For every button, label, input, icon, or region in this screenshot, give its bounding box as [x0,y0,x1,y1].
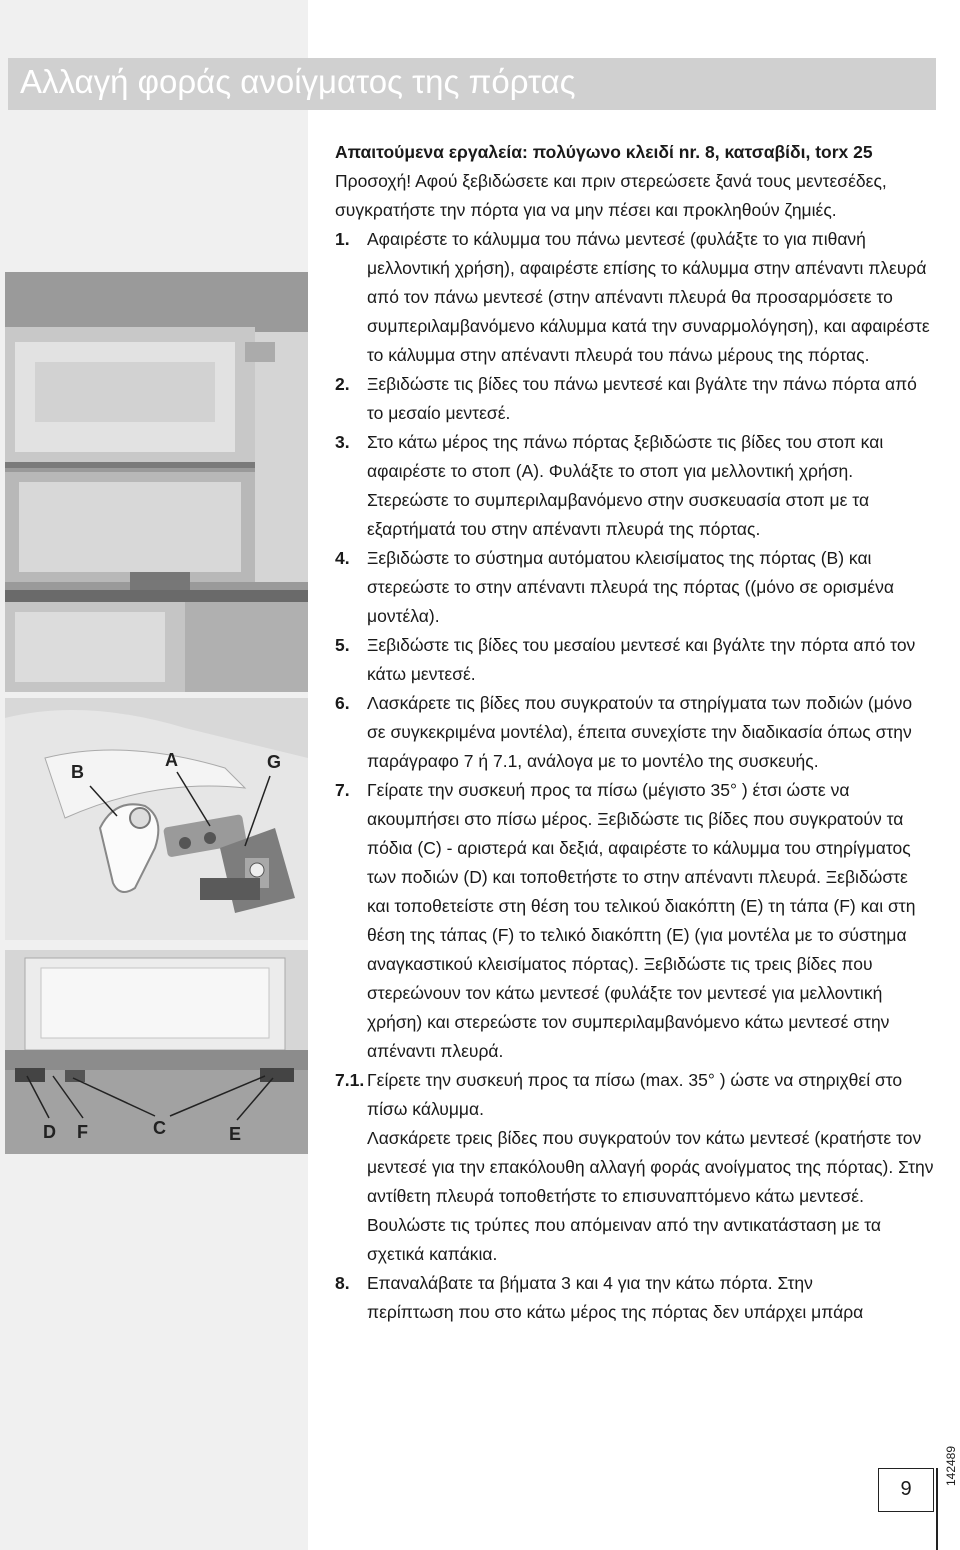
label-f: F [77,1122,88,1142]
label-c: C [153,1118,166,1138]
step-text: Γείρετε την συσκευή προς τα πίσω (max. 35° ) ώστε να στηριχθεί στο πίσω κάλυμμα. [367,1070,903,1119]
step-text: Λασκάρετε τις βίδες που συγκρατούν τα στηρίγματα των ποδιών (μόνο σε συγκεκριμένα μοντέλα), έπειτα συνεχίστε την διαδικασία όπως στην παράγραφο 7 ή 7.1, ανάλογα με το μοντέλο της συσκευής. [367,693,913,771]
step-number: 6. [335,693,350,713]
step-6 [335,689,935,776]
step-number: 5. [335,635,350,655]
instructions [335,138,935,1327]
warning-text: Προσοχή! Αφού ξεβιδώσετε και πριν στερεώσετε ξανά τους μεντεσέδες, συγκρατήστε την πόρτα για να μην πέσει και προκληθούν ζημιές. [335,171,887,220]
step-number: 7.1. [335,1070,365,1090]
label-e: E [229,1124,242,1144]
document-number: 142489 [944,1445,958,1487]
step-number: 4. [335,548,350,568]
page-title: Αλλαγή φοράς ανοίγματος της πόρτας [20,63,576,100]
step-3 [335,428,935,544]
step-text-last-line: περίπτωση που στο κάτω μέρος της πόρτας δεν υπάρχει μπάρα [367,1302,864,1322]
label-d: D [43,1122,56,1142]
step-7-1 [335,1066,935,1269]
step-5 [335,631,935,689]
tools-line: Απαιτούμενα εργαλεία: πολύγωνο κλειδί nr. 8, κατσαβίδι, torx 25 [335,142,873,162]
step-text: Ξεβιδώστε τις βίδες του πάνω μεντεσέ και βγάλτε την πάνω πόρτα από το μεσαίο μεντεσέ. [367,374,917,423]
page-number-box [878,1468,934,1512]
label-g: G [267,752,282,772]
step-text: Επαναλάβατε τα βήματα 3 και 4 για την κάτω πόρτα. Στην [367,1273,813,1293]
page-rule [936,1468,938,1550]
step-8 [335,1269,935,1327]
step-number: 8. [335,1273,350,1293]
page-number: 9 [900,1478,912,1500]
step-number: 7. [335,780,350,800]
step-4 [335,544,935,631]
step-2 [335,370,935,428]
label-b: B [71,762,84,782]
step-text: Γείρατε την συσκευή προς τα πίσω (μέγιστο 35° ) έτσι ώστε να ακουμπήσει στο πίσω μέρος. Ξεβιδώστε τις βίδες που συγκρατούν τα πόδια (C) - αριστερά και δεξιά, αφαιρέστε το κάλυμμα του στηρίγματος των ποδιών (D) και τοποθετήστε το στην απέναντι πλευρά. Ξεβιδώστε και τοποθετείστε στη θέση του τελικού διακόπτη (E) τη τάπα (F) και στη θέση της τάπας (F) το τελικό διακόπτη (E) (για μοντέλα με το σύστημα αναγκαστικού κλεισίματος πόρτας). Ξεβιδώστε τις τρεις βίδες που στερεώνουν τον κάτω μεντεσέ (φυλάξτε τον μεντεσέ για μελλοντική χρήση) και στερεώστε τον συμπεριλαμβανόμενο κάτω μεντεσέ στην απέναντι πλευρά. [367,780,916,1061]
step-7 [335,776,935,1066]
step-text: Αφαιρέστε το κάλυμμα του πάνω μεντεσέ (φυλάξτε το για πιθανή μελλοντική χρήση), αφαιρέστε επίσης το κάλυμμα στην απέναντι πλευρά από τον πάνω μεντεσέ (στην απέναντι πλευρά θα προσαρμόσετε το συμπεριλαμβανόμενο κάλυμμα κατά την συναρμολόγηση), και αφαιρέστε το κάλυμμα στην απέναντι πλευρά του πάνω μέρους της πόρτας. [367,229,930,365]
photo-fridge-interior [5,272,308,692]
label-a: A [165,750,178,770]
step-text: Ξεβιδώστε τις βίδες του μεσαίου μεντεσέ και βγάλτε την πόρτα από τον κάτω μεντεσέ. [367,635,916,684]
photo-fridge-bottom [5,950,308,1154]
photo-hinge-closeup [5,698,308,940]
step-text: Στο κάτω μέρος της πάνω πόρτας ξεβιδώστε τις βίδες του στοπ και αφαιρέστε το στοπ (A). Φυλάξτε το στοπ για μελλοντική χρήση. Στερεώστε το συμπεριλαμβανόμενο στην συσκευασία στοπ με τα εξαρτήματά του στην απέναντι πλευρά της πόρτας. [367,432,884,539]
step-number: 2. [335,374,350,394]
step-number: 3. [335,432,350,452]
step-text-continued: Λασκάρετε τρεις βίδες που συγκρατούν τον κάτω μεντεσέ (κρατήστε τον μεντεσέ για την επακόλουθη αλλαγή φοράς ανοίγματος της πόρτας). Στην αντίθετη πλευρά τοποθετήστε το επισυναπτόμενο κάτω μεντεσέ. Βουλώστε τις τρύπες που απόμειναν από την αντικατάσταση με τα σχετικά καπάκια. [367,1128,934,1264]
step-1 [335,225,935,370]
step-text: Ξεβιδώστε το σύστημα αυτόματου κλεισίματος της πόρτας (B) και στερεώστε το στην απέναντι πλευρά της πόρτας ((μόνο σε ορισμένα μοντέλα). [367,548,894,626]
step-number: 1. [335,229,350,249]
